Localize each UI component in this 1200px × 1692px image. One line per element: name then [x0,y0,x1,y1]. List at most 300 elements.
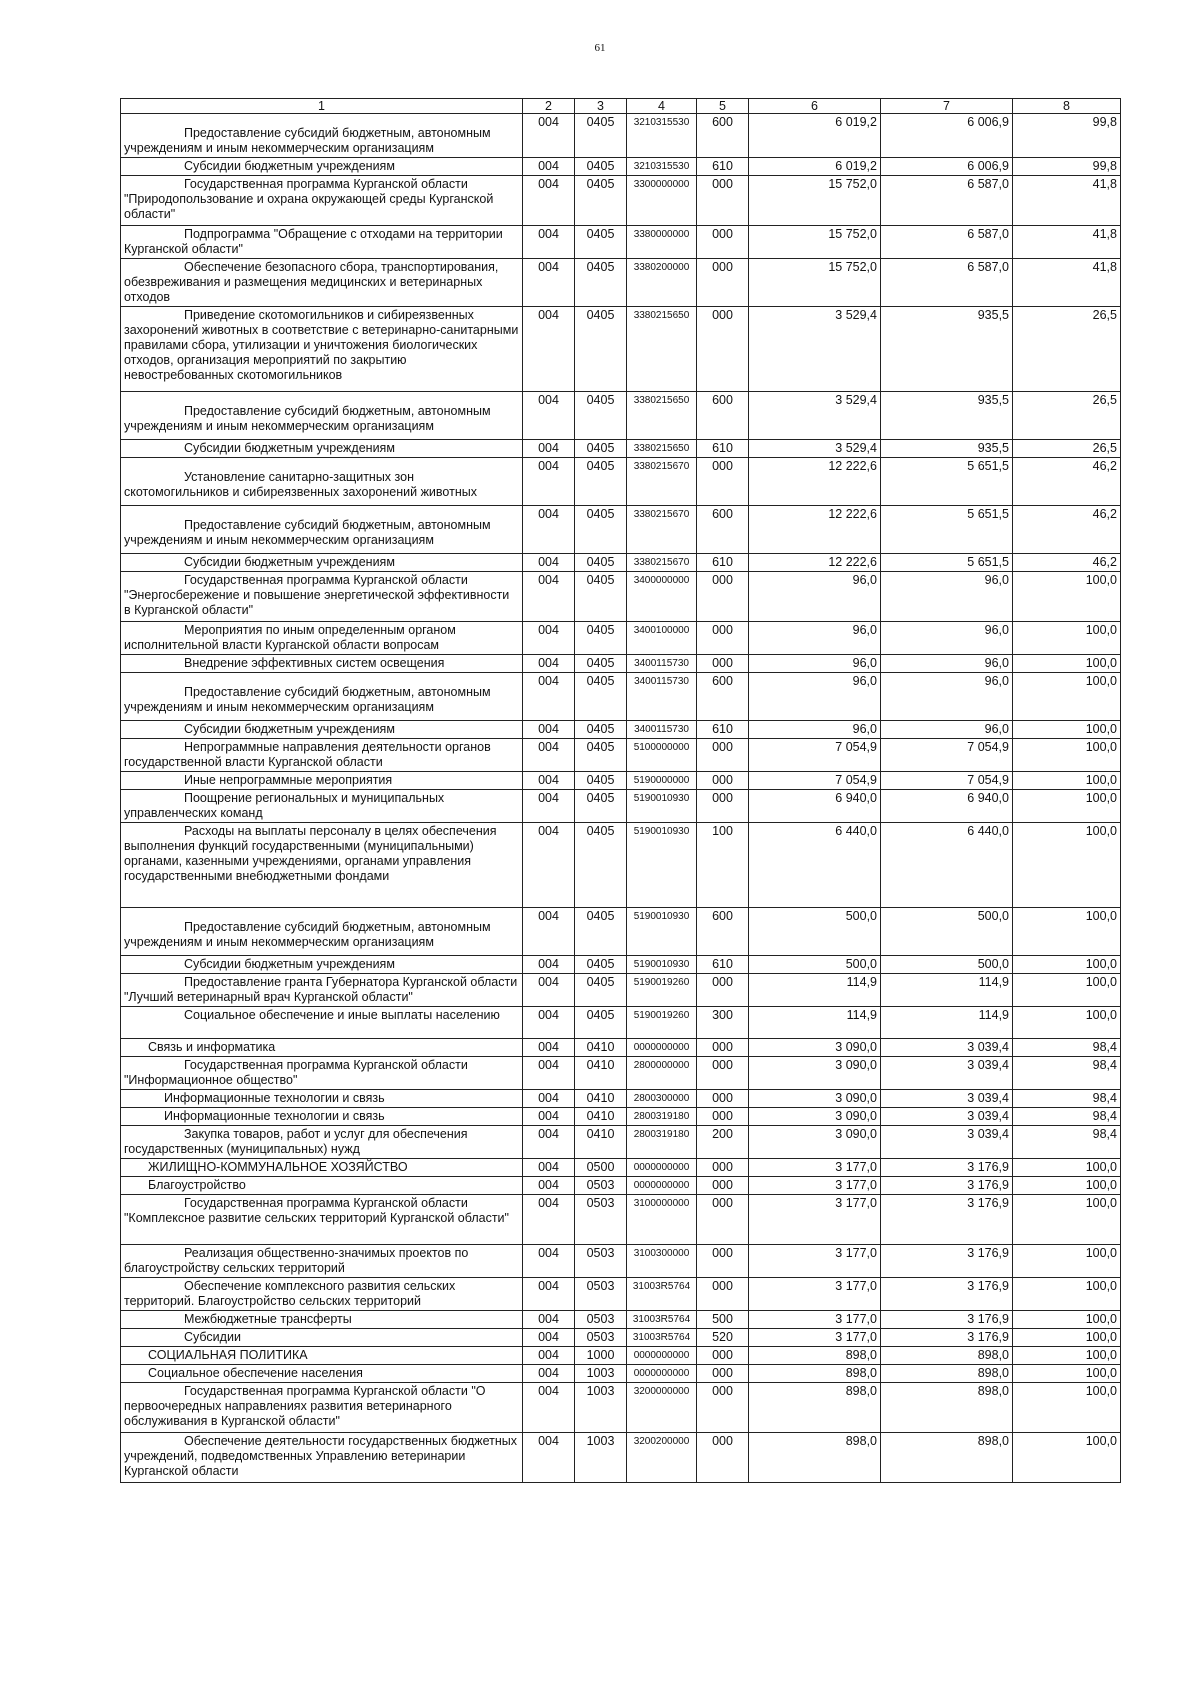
row-planned-amount: 3 090,0 [749,1108,881,1126]
row-expense-type: 000 [697,1090,749,1108]
row-target-article: 3400000000 [627,572,697,622]
row-section-code: 0405 [575,554,627,572]
col-header-2: 2 [523,99,575,114]
row-ministry-code: 004 [523,772,575,790]
row-execution-percent: 100,0 [1013,1245,1121,1278]
row-ministry-code: 004 [523,506,575,554]
row-execution-percent: 100,0 [1013,1329,1121,1347]
row-planned-amount: 6 019,2 [749,114,881,158]
row-planned-amount: 6 440,0 [749,823,881,908]
row-section-code: 0405 [575,673,627,721]
row-actual-amount: 96,0 [881,622,1013,655]
row-execution-percent: 100,0 [1013,1347,1121,1365]
row-execution-percent: 99,8 [1013,158,1121,176]
row-planned-amount: 12 222,6 [749,554,881,572]
row-actual-amount: 6 587,0 [881,259,1013,307]
table-row [121,721,1121,739]
table-row [121,823,1121,908]
row-target-article: 31003R5764 [627,1329,697,1347]
row-planned-amount: 96,0 [749,622,881,655]
row-target-article: 3400115730 [627,655,697,673]
row-expense-type: 610 [697,158,749,176]
row-ministry-code: 004 [523,572,575,622]
row-expense-type: 500 [697,1311,749,1329]
row-name: Обеспечение деятельности государственных бюджетных учреждений, подведомственных Управлению ветеринарии Курганской области [121,1433,523,1483]
row-execution-percent: 26,5 [1013,440,1121,458]
row-target-article: 3380200000 [627,259,697,307]
row-section-code: 0405 [575,176,627,226]
row-name: Предоставление субсидий бюджетным, автономным учреждениям и иным некоммерческим организациям [121,506,523,554]
row-actual-amount: 3 039,4 [881,1108,1013,1126]
table-row [121,176,1121,226]
row-ministry-code: 004 [523,1311,575,1329]
row-section-code: 1003 [575,1433,627,1483]
row-section-code: 0500 [575,1159,627,1177]
row-planned-amount: 3 177,0 [749,1245,881,1278]
row-planned-amount: 3 177,0 [749,1177,881,1195]
row-name: Субсидии бюджетным учреждениям [121,554,523,572]
row-execution-percent: 100,0 [1013,622,1121,655]
row-ministry-code: 004 [523,458,575,506]
row-ministry-code: 004 [523,1159,575,1177]
row-section-code: 0503 [575,1329,627,1347]
column-number-row [121,99,1121,114]
row-ministry-code: 004 [523,158,575,176]
row-target-article: 0000000000 [627,1039,697,1057]
row-target-article: 3210315530 [627,114,697,158]
row-expense-type: 000 [697,655,749,673]
row-target-article: 3400100000 [627,622,697,655]
row-actual-amount: 3 039,4 [881,1057,1013,1090]
table-row [121,1347,1121,1365]
row-name: Социальное обеспечение населения [121,1365,523,1383]
row-target-article: 3300000000 [627,176,697,226]
row-section-code: 0410 [575,1090,627,1108]
row-name: Непрограммные направления деятельности органов государственной власти Курганской области [121,739,523,772]
row-actual-amount: 96,0 [881,721,1013,739]
row-section-code: 0405 [575,655,627,673]
row-target-article: 0000000000 [627,1365,697,1383]
row-section-code: 1003 [575,1383,627,1433]
col-header-1: 1 [121,99,523,114]
table-row [121,1057,1121,1090]
table-row [121,974,1121,1007]
row-ministry-code: 004 [523,114,575,158]
budget-table [120,98,1121,1483]
row-section-code: 0503 [575,1311,627,1329]
row-ministry-code: 004 [523,226,575,259]
row-section-code: 0405 [575,458,627,506]
row-expense-type: 610 [697,554,749,572]
row-name: Реализация общественно-значимых проектов по благоустройству сельских территорий [121,1245,523,1278]
row-target-article: 5190019260 [627,974,697,1007]
row-actual-amount: 3 176,9 [881,1177,1013,1195]
row-planned-amount: 898,0 [749,1365,881,1383]
row-ministry-code: 004 [523,974,575,1007]
row-section-code: 0410 [575,1108,627,1126]
row-planned-amount: 96,0 [749,721,881,739]
row-name: Информационные технологии и связь [121,1090,523,1108]
row-expense-type: 000 [697,259,749,307]
row-actual-amount: 3 176,9 [881,1311,1013,1329]
col-header-6: 6 [749,99,881,114]
row-actual-amount: 6 940,0 [881,790,1013,823]
row-expense-type: 200 [697,1126,749,1159]
row-target-article: 2800300000 [627,1090,697,1108]
row-target-article: 5190010930 [627,908,697,956]
row-actual-amount: 500,0 [881,908,1013,956]
table-row [121,259,1121,307]
row-section-code: 0405 [575,772,627,790]
row-execution-percent: 46,2 [1013,554,1121,572]
row-target-article: 3200000000 [627,1383,697,1433]
row-planned-amount: 898,0 [749,1383,881,1433]
row-actual-amount: 7 054,9 [881,772,1013,790]
row-planned-amount: 3 090,0 [749,1126,881,1159]
row-section-code: 0405 [575,956,627,974]
row-actual-amount: 3 039,4 [881,1090,1013,1108]
row-section-code: 0405 [575,739,627,772]
row-execution-percent: 98,4 [1013,1039,1121,1057]
row-planned-amount: 6 940,0 [749,790,881,823]
row-expense-type: 000 [697,226,749,259]
row-ministry-code: 004 [523,1347,575,1365]
row-planned-amount: 15 752,0 [749,226,881,259]
row-ministry-code: 004 [523,392,575,440]
row-expense-type: 000 [697,572,749,622]
row-name: Государственная программа Курганской области "Информационное общество" [121,1057,523,1090]
row-execution-percent: 100,0 [1013,1365,1121,1383]
row-actual-amount: 898,0 [881,1347,1013,1365]
row-target-article: 0000000000 [627,1159,697,1177]
row-execution-percent: 26,5 [1013,392,1121,440]
row-section-code: 0405 [575,440,627,458]
table-row [121,739,1121,772]
row-name: Социальное обеспечение и иные выплаты населению [121,1007,523,1039]
row-expense-type: 610 [697,956,749,974]
row-planned-amount: 15 752,0 [749,259,881,307]
table-row [121,1311,1121,1329]
row-ministry-code: 004 [523,1245,575,1278]
row-execution-percent: 100,0 [1013,572,1121,622]
row-expense-type: 000 [697,1433,749,1483]
table-row [121,226,1121,259]
row-section-code: 0503 [575,1177,627,1195]
row-ministry-code: 004 [523,1108,575,1126]
row-planned-amount: 96,0 [749,655,881,673]
row-planned-amount: 3 090,0 [749,1057,881,1090]
row-ministry-code: 004 [523,554,575,572]
row-planned-amount: 3 090,0 [749,1039,881,1057]
row-name: Расходы на выплаты персоналу в целях обеспечения выполнения функций государственными (муниципальными) органами, казенными учреждениями, органами управления государственными внебюджетными фондами [121,823,523,908]
row-target-article: 3380215650 [627,307,697,392]
row-section-code: 0405 [575,114,627,158]
row-planned-amount: 3 090,0 [749,1090,881,1108]
row-execution-percent: 100,0 [1013,1383,1121,1433]
row-name: Информационные технологии и связь [121,1108,523,1126]
row-expense-type: 000 [697,1245,749,1278]
row-name: Субсидии бюджетным учреждениям [121,956,523,974]
row-section-code: 0405 [575,908,627,956]
row-actual-amount: 6 587,0 [881,226,1013,259]
row-actual-amount: 6 006,9 [881,114,1013,158]
row-execution-percent: 100,0 [1013,1007,1121,1039]
row-expense-type: 000 [697,1365,749,1383]
row-name: Предоставление субсидий бюджетным, автономным учреждениям и иным некоммерческим организациям [121,114,523,158]
row-target-article: 3380000000 [627,226,697,259]
table-row [121,440,1121,458]
row-expense-type: 600 [697,114,749,158]
row-planned-amount: 3 177,0 [749,1329,881,1347]
row-target-article: 3400115730 [627,721,697,739]
row-execution-percent: 98,4 [1013,1108,1121,1126]
row-ministry-code: 004 [523,1039,575,1057]
row-name: Предоставление гранта Губернатора Курганской области "Лучший ветеринарный врач Курганской области" [121,974,523,1007]
row-name: Приведение скотомогильников и сибиреязвенных захоронений животных в соответствие с ветеринарно-санитарными правилами сбора, утилизации и уничтожения биологических отходов, организация мероприятий по закрытию невостребованных скотомогильников [121,307,523,392]
row-target-article: 5190010930 [627,790,697,823]
row-name: СОЦИАЛЬНАЯ ПОЛИТИКА [121,1347,523,1365]
row-ministry-code: 004 [523,790,575,823]
row-actual-amount: 500,0 [881,956,1013,974]
row-ministry-code: 004 [523,1383,575,1433]
row-name: Связь и информатика [121,1039,523,1057]
row-planned-amount: 7 054,9 [749,739,881,772]
col-header-5: 5 [697,99,749,114]
row-target-article: 5100000000 [627,739,697,772]
row-name: Субсидии бюджетным учреждениям [121,440,523,458]
row-expense-type: 600 [697,506,749,554]
row-actual-amount: 96,0 [881,673,1013,721]
row-actual-amount: 3 039,4 [881,1126,1013,1159]
col-header-4: 4 [627,99,697,114]
row-section-code: 0405 [575,572,627,622]
row-expense-type: 600 [697,908,749,956]
table-row [121,1195,1121,1245]
table-row [121,158,1121,176]
table-row [121,772,1121,790]
row-planned-amount: 3 529,4 [749,307,881,392]
row-target-article: 2800000000 [627,1057,697,1090]
row-actual-amount: 3 039,4 [881,1039,1013,1057]
row-target-article: 31003R5764 [627,1278,697,1311]
row-section-code: 0503 [575,1278,627,1311]
row-ministry-code: 004 [523,440,575,458]
row-planned-amount: 500,0 [749,956,881,974]
table-row [121,622,1121,655]
table-row [121,908,1121,956]
row-execution-percent: 100,0 [1013,673,1121,721]
row-actual-amount: 898,0 [881,1365,1013,1383]
row-planned-amount: 96,0 [749,673,881,721]
row-ministry-code: 004 [523,176,575,226]
row-planned-amount: 3 529,4 [749,440,881,458]
row-name: Субсидии бюджетным учреждениям [121,158,523,176]
table-row [121,1039,1121,1057]
row-expense-type: 000 [697,1383,749,1433]
table-row [121,392,1121,440]
row-name: Внедрение эффективных систем освещения [121,655,523,673]
row-name: Подпрограмма "Обращение с отходами на территории Курганской области" [121,226,523,259]
row-expense-type: 000 [697,1159,749,1177]
row-expense-type: 600 [697,392,749,440]
row-execution-percent: 100,0 [1013,790,1121,823]
row-section-code: 1003 [575,1365,627,1383]
table-row [121,572,1121,622]
row-execution-percent: 100,0 [1013,908,1121,956]
row-execution-percent: 98,4 [1013,1057,1121,1090]
row-actual-amount: 7 054,9 [881,739,1013,772]
row-execution-percent: 100,0 [1013,1433,1121,1483]
row-ministry-code: 004 [523,673,575,721]
row-execution-percent: 100,0 [1013,974,1121,1007]
row-section-code: 0405 [575,1007,627,1039]
row-expense-type: 000 [697,1039,749,1057]
row-execution-percent: 41,8 [1013,259,1121,307]
row-section-code: 0405 [575,307,627,392]
table-row [121,790,1121,823]
row-section-code: 0405 [575,721,627,739]
row-ministry-code: 004 [523,956,575,974]
col-header-7: 7 [881,99,1013,114]
row-planned-amount: 500,0 [749,908,881,956]
table-row [121,458,1121,506]
row-target-article: 5190010930 [627,956,697,974]
row-ministry-code: 004 [523,1177,575,1195]
row-execution-percent: 100,0 [1013,721,1121,739]
row-target-article: 2800319180 [627,1126,697,1159]
row-actual-amount: 96,0 [881,572,1013,622]
row-name: ЖИЛИЩНО-КОММУНАЛЬНОЕ ХОЗЯЙСТВО [121,1159,523,1177]
table-row [121,1159,1121,1177]
row-execution-percent: 100,0 [1013,1159,1121,1177]
row-target-article: 3380215650 [627,440,697,458]
row-actual-amount: 114,9 [881,1007,1013,1039]
row-ministry-code: 004 [523,1057,575,1090]
row-planned-amount: 114,9 [749,974,881,1007]
row-name: Предоставление субсидий бюджетным, автономным учреждениям и иным некоммерческим организациям [121,673,523,721]
table-row [121,1278,1121,1311]
row-name: Благоустройство [121,1177,523,1195]
row-section-code: 0405 [575,622,627,655]
row-ministry-code: 004 [523,1278,575,1311]
row-planned-amount: 6 019,2 [749,158,881,176]
table-row [121,506,1121,554]
row-actual-amount: 5 651,5 [881,506,1013,554]
row-actual-amount: 5 651,5 [881,554,1013,572]
row-ministry-code: 004 [523,1329,575,1347]
row-target-article: 3400115730 [627,673,697,721]
row-ministry-code: 004 [523,655,575,673]
table-row [121,655,1121,673]
col-header-8: 8 [1013,99,1121,114]
row-expense-type: 000 [697,739,749,772]
row-actual-amount: 3 176,9 [881,1245,1013,1278]
row-target-article: 5190000000 [627,772,697,790]
row-section-code: 0410 [575,1057,627,1090]
row-planned-amount: 3 177,0 [749,1159,881,1177]
row-actual-amount: 898,0 [881,1383,1013,1433]
row-actual-amount: 3 176,9 [881,1278,1013,1311]
row-actual-amount: 6 006,9 [881,158,1013,176]
table-row [121,956,1121,974]
row-expense-type: 610 [697,721,749,739]
page-number: 61 [594,42,606,54]
row-actual-amount: 935,5 [881,392,1013,440]
row-target-article: 0000000000 [627,1177,697,1195]
row-actual-amount: 5 651,5 [881,458,1013,506]
table-row [121,1383,1121,1433]
row-ministry-code: 004 [523,908,575,956]
row-section-code: 0405 [575,823,627,908]
row-section-code: 0503 [575,1245,627,1278]
row-expense-type: 000 [697,1108,749,1126]
row-name: Субсидии бюджетным учреждениям [121,721,523,739]
row-expense-type: 300 [697,1007,749,1039]
row-planned-amount: 96,0 [749,572,881,622]
row-name: Мероприятия по иным определенным органом исполнительной власти Курганской области вопросам [121,622,523,655]
row-execution-percent: 41,8 [1013,176,1121,226]
row-ministry-code: 004 [523,622,575,655]
row-section-code: 0405 [575,158,627,176]
row-ministry-code: 004 [523,823,575,908]
row-expense-type: 000 [697,176,749,226]
row-actual-amount: 6 587,0 [881,176,1013,226]
row-name: Закупка товаров, работ и услуг для обеспечения государственных (муниципальных) нужд [121,1126,523,1159]
row-target-article: 3380215650 [627,392,697,440]
row-execution-percent: 100,0 [1013,823,1121,908]
row-target-article: 3100300000 [627,1245,697,1278]
row-execution-percent: 100,0 [1013,1311,1121,1329]
row-name: Обеспечение комплексного развития сельских территорий. Благоустройство сельских территорий [121,1278,523,1311]
table-row [121,1090,1121,1108]
row-ministry-code: 004 [523,307,575,392]
row-target-article: 5190010930 [627,823,697,908]
table-row [121,1365,1121,1383]
row-planned-amount: 7 054,9 [749,772,881,790]
table-row [121,673,1121,721]
row-execution-percent: 41,8 [1013,226,1121,259]
row-expense-type: 000 [697,458,749,506]
table-row [121,1007,1121,1039]
row-execution-percent: 26,5 [1013,307,1121,392]
row-expense-type: 000 [697,622,749,655]
row-planned-amount: 12 222,6 [749,458,881,506]
row-name: Субсидии [121,1329,523,1347]
row-actual-amount: 114,9 [881,974,1013,1007]
row-name: Межбюджетные трансферты [121,1311,523,1329]
row-planned-amount: 3 177,0 [749,1195,881,1245]
row-actual-amount: 3 176,9 [881,1159,1013,1177]
table-row [121,554,1121,572]
row-name: Установление санитарно-защитных зон скотомогильников и сибиреязвенных захоронений животных [121,458,523,506]
row-planned-amount: 898,0 [749,1347,881,1365]
row-target-article: 3380215670 [627,506,697,554]
row-name: Обеспечение безопасного сбора, транспортирования, обезвреживания и размещения медицинских и ветеринарных отходов [121,259,523,307]
row-name: Государственная программа Курганской области "О первоочередных направлениях развития ветеринарного обслуживания в Курганской области" [121,1383,523,1433]
row-section-code: 0410 [575,1126,627,1159]
row-target-article: 0000000000 [627,1347,697,1365]
table-row [121,1329,1121,1347]
row-ministry-code: 004 [523,1195,575,1245]
row-execution-percent: 46,2 [1013,506,1121,554]
row-actual-amount: 6 440,0 [881,823,1013,908]
row-section-code: 0405 [575,392,627,440]
row-execution-percent: 100,0 [1013,1278,1121,1311]
row-section-code: 0410 [575,1039,627,1057]
row-expense-type: 000 [697,772,749,790]
row-ministry-code: 004 [523,721,575,739]
row-actual-amount: 96,0 [881,655,1013,673]
